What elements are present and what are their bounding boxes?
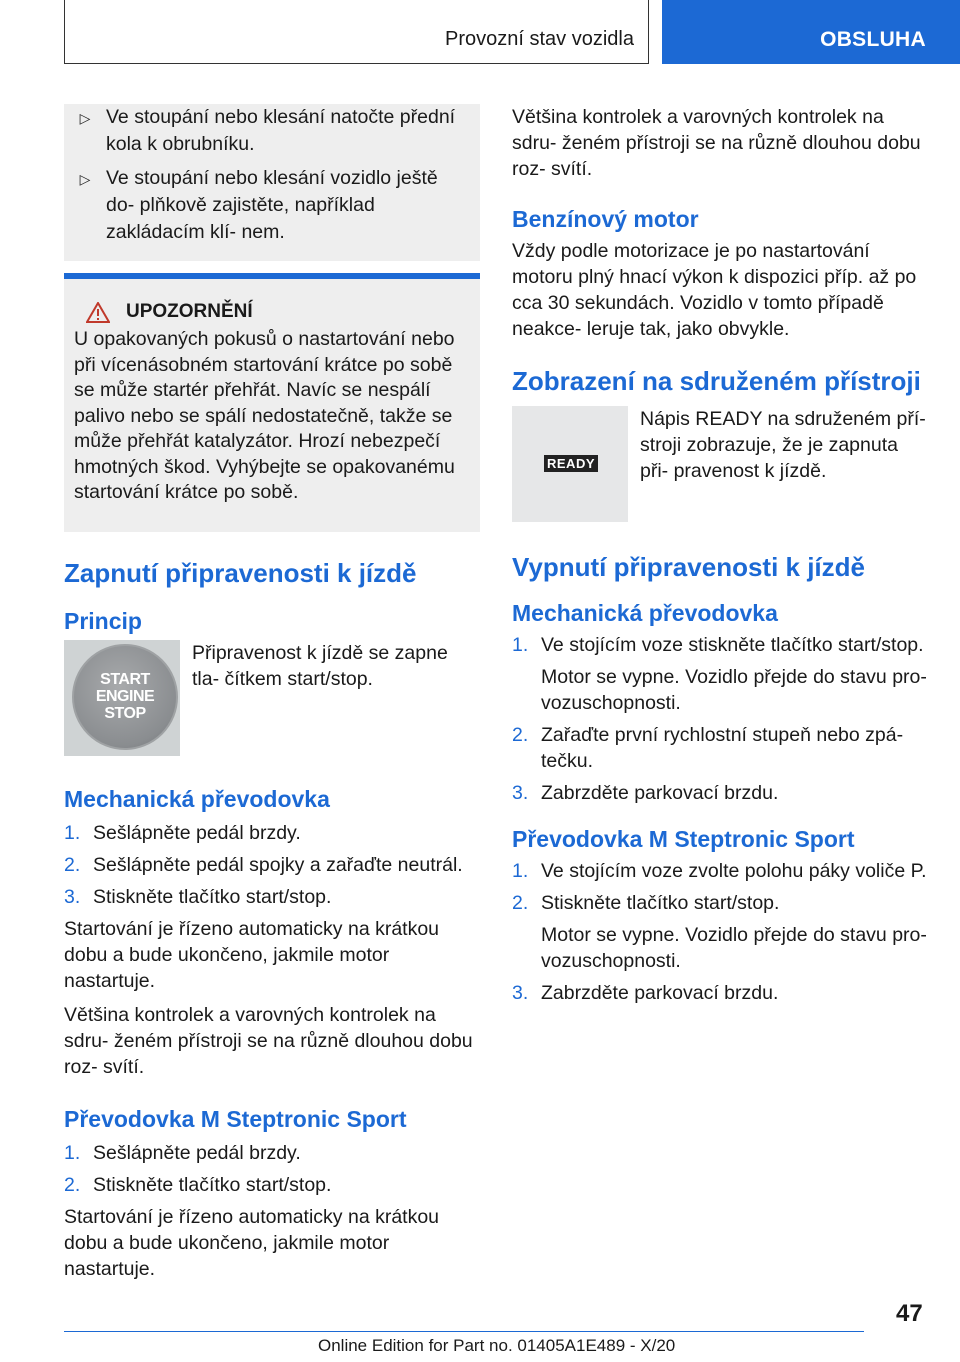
list-item: 2. Zařaďte první rychlostní stupeň nebo zpá‐ tečku. <box>512 724 904 772</box>
triangle-bullet-icon: ▷ <box>79 171 91 187</box>
list-item: ▷ Ve stoupání nebo klesání vozidlo ještě do‐ plňkově zajistěte, například zakládacím klí‐ nem. <box>64 165 480 246</box>
ready-display-image <box>512 406 628 522</box>
edition-text: Online Edition for Part no. 01405A1E489 - X/20 <box>318 1336 676 1355</box>
header-section-box <box>64 0 649 64</box>
paragraph: Většina kontrolek a varovných kontrolek na sdru‐ ženém přístroji se na různě dlouhou dobu roz‐ svítí. <box>64 1003 473 1078</box>
paragraph: Startování je řízeno automaticky na krátkou dobu a bude ukončeno, jakmile motor nastartuje. <box>64 1205 440 1280</box>
triangle-bullet-icon: ▷ <box>79 110 91 126</box>
list-item: 1. Ve stojícím voze zvolte polohu páky voliče P. <box>512 860 927 882</box>
list-item: 2. Stiskněte tlačítko start/stop. <box>512 892 780 914</box>
ready-badge: READY <box>544 455 598 472</box>
warning-title: UPOZORNĚNÍ <box>126 301 253 322</box>
heading-princip: Princip <box>64 607 142 634</box>
step-result: Motor se vypne. Vozidlo přejde do stavu pro‐ vozuschopnosti. <box>541 924 927 972</box>
footer-divider <box>64 1331 864 1332</box>
paragraph: Většina kontrolek a varovných kontrolek na sdru‐ ženém přístroji se na různě dlouhou dobu roz‐ svítí. <box>512 106 921 180</box>
instruction-box <box>64 104 480 261</box>
heading-steptronic: Převodovka M Steptronic Sport <box>64 1105 407 1132</box>
step-result: Motor se vypne. Vozidlo přejde do stavu pro‐ vozuschopnosti. <box>541 666 927 714</box>
principle-text: Připravenost k jízdě se zapne tla‐ čítkem start/stop. <box>192 641 448 690</box>
heading-zapnuti: Zapnutí připravenosti k jízdě <box>64 557 417 588</box>
tab-obsluha[interactable] <box>662 0 960 64</box>
section-title: Provozní stav vozidla <box>445 28 634 50</box>
warning-triangle-icon <box>86 302 110 323</box>
list-item: 3. Zabrzděte parkovací brzdu. <box>512 782 779 804</box>
list-item: 3. Stiskněte tlačítko start/stop. <box>64 885 332 908</box>
list-item: 1. Sešlápněte pedál brzdy. <box>64 821 301 844</box>
heading-vypnuti: Vypnutí připravenosti k jízdě <box>512 552 865 582</box>
tab-label: OBSLUHA <box>820 28 926 51</box>
heading-manual-transmission: Mechanická převodovka <box>512 600 778 626</box>
list-item: ▷ Ve stoupání nebo klesání natočte přední kola k obrubníku. <box>64 104 480 158</box>
heading-manual-transmission: Mechanická převodovka <box>64 785 330 812</box>
list-item: 1. Sešlápněte pedál brzdy. <box>64 1141 301 1164</box>
warning-box <box>64 273 480 532</box>
list-item: 3. Zabrzděte parkovací brzdu. <box>512 982 779 1004</box>
right-column <box>512 104 928 1012</box>
warning-body: U opakovaných pokusů o nastartování nebo při vícenásobném startování krátce po sobě se může startér přehřát. Navíc se nespálí palivo nebo se spálí nedostatečně, takže se může přehřát katalyzátor. Hrozí nebezpečí hmotných škod. Vyhýbejte se opakovanému startování krátce po sobě. <box>74 328 455 503</box>
left-column <box>64 104 480 1282</box>
page-number: 47 <box>896 1300 923 1327</box>
paragraph: Startování je řízeno automaticky na krátkou dobu a bude ukončeno, jakmile motor nastartuje. <box>64 917 440 992</box>
list-item: 2. Sešlápněte pedál spojky a zařaďte neutrál. <box>64 853 463 876</box>
heading-display: Zobrazení na sdruženém přístroji <box>512 366 921 396</box>
paragraph: Vždy podle motorizace je po nastartování motoru plný hnací výkon k dispozici příp. až po cca 30 sekundách. Vozidlo v tomto případě neakce‐ leruje tak, jako obvykle. <box>512 240 917 340</box>
list-item: 1. Ve stojícím voze stiskněte tlačítko start/stop. <box>512 634 924 656</box>
heading-steptronic: Převodovka M Steptronic Sport <box>512 826 855 852</box>
start-engine-button-image: START ENGINE STOP <box>64 640 180 756</box>
list-item: 2. Stiskněte tlačítko start/stop. <box>64 1173 332 1196</box>
display-text: Nápis READY na sdruženém pří‐ stroji zobrazuje, že je zapnuta při‐ pravenost k jízdě. <box>640 408 926 482</box>
heading-petrol-engine: Benzínový motor <box>512 206 699 232</box>
